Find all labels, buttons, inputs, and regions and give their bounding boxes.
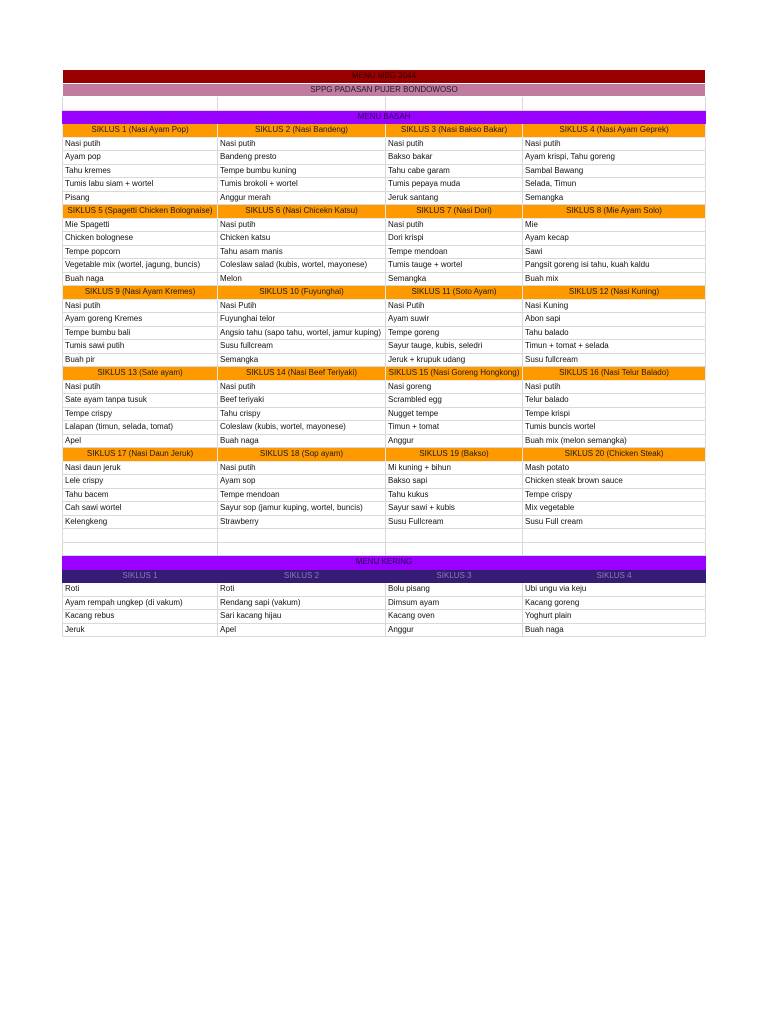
cycle-header: SIKLUS 3 (Nasi Bakso Bakar) xyxy=(386,124,523,138)
table-row xyxy=(63,272,706,286)
table-row xyxy=(63,191,706,205)
menu-item-cell: Strawberry xyxy=(218,515,386,529)
menu-item-cell: Sayur sop (jamur kuping, wortel, buncis) xyxy=(218,502,386,516)
table-row xyxy=(63,313,706,327)
cycle-header: SIKLUS 18 (Sop ayam) xyxy=(218,448,386,462)
empty-cell xyxy=(63,97,218,111)
menu-item-cell: Nasi daun jeruk xyxy=(63,461,218,475)
menu-item-cell: Buah naga xyxy=(523,623,706,637)
menu-item-cell: Pangsit goreng isi tahu, kuah kaldu xyxy=(523,259,706,273)
dry-cycle-header-row xyxy=(63,569,706,583)
menu-item-cell: Lele crispy xyxy=(63,475,218,489)
menu-item-cell: Nasi putih xyxy=(218,218,386,232)
table-row xyxy=(63,326,706,340)
menu-item-cell: Susu fullcream xyxy=(523,353,706,367)
table-row xyxy=(63,380,706,394)
menu-item-cell: Anggur xyxy=(386,623,523,637)
menu-item-cell: Ayam rempah ungkep (di vakum) xyxy=(63,596,218,610)
menu-item-cell: Apel xyxy=(218,623,386,637)
menu-item-cell: Tumis sawi putih xyxy=(63,340,218,354)
section-title-menu-kering: MENU KERING xyxy=(63,556,706,570)
menu-item-cell: Tahu kukus xyxy=(386,488,523,502)
menu-item-cell: Selada, Timun xyxy=(523,178,706,192)
menu-item-cell: Nasi Putih xyxy=(218,299,386,313)
menu-item-cell: Susu fullcream xyxy=(218,340,386,354)
menu-item-cell: Jeruk xyxy=(63,623,218,637)
cycle-header: SIKLUS 7 (Nasi Dori) xyxy=(386,205,523,219)
menu-item-cell: Sayur tauge, kubis, seledri xyxy=(386,340,523,354)
menu-item-cell: Ayam suwir xyxy=(386,313,523,327)
table-row xyxy=(63,178,706,192)
menu-item-cell: Timun + tomat xyxy=(386,421,523,435)
sheet-subtitle: SPPG PADASAN PUJER BONDOWOSO xyxy=(63,83,706,97)
empty-cell xyxy=(63,542,218,556)
cycle-header: SIKLUS 11 (Soto Ayam) xyxy=(386,286,523,300)
cycle-header: SIKLUS 17 (Nasi Daun Jeruk) xyxy=(63,448,218,462)
cycle-header-row xyxy=(63,448,706,462)
menu-item-cell: Chicken bolognese xyxy=(63,232,218,246)
table-row xyxy=(63,299,706,313)
menu-item-cell: Buah naga xyxy=(218,434,386,448)
menu-item-cell: Ayam goreng Kremes xyxy=(63,313,218,327)
menu-item-cell: Mix vegetable xyxy=(523,502,706,516)
menu-item-cell: Kacang oven xyxy=(386,610,523,624)
menu-item-cell: Kacang goreng xyxy=(523,596,706,610)
menu-item-cell: Nasi Kuning xyxy=(523,299,706,313)
menu-item-cell: Roti xyxy=(218,583,386,597)
menu-item-cell: Dori krispi xyxy=(386,232,523,246)
cycle-header-row xyxy=(63,205,706,219)
menu-item-cell: Tempe krispi xyxy=(523,407,706,421)
menu-item-cell: Mie xyxy=(523,218,706,232)
cycle-header: SIKLUS 16 (Nasi Telur Balado) xyxy=(523,367,706,381)
cycle-header: SIKLUS 1 (Nasi Ayam Pop) xyxy=(63,124,218,138)
menu-item-cell: Bolu pisang xyxy=(386,583,523,597)
menu-item-cell: Nasi putih xyxy=(523,380,706,394)
menu-item-cell: Apel xyxy=(63,434,218,448)
menu-item-cell: Nasi putih xyxy=(386,137,523,151)
menu-item-cell: Ayam krispi, Tahu goreng xyxy=(523,151,706,165)
menu-item-cell: Bandeng presto xyxy=(218,151,386,165)
menu-item-cell: Ayam kecap xyxy=(523,232,706,246)
menu-spreadsheet xyxy=(62,69,706,637)
empty-cell xyxy=(218,542,386,556)
menu-item-cell: Sambal Bawang xyxy=(523,164,706,178)
menu-item-cell: Nugget tempe xyxy=(386,407,523,421)
spreadsheet-body xyxy=(63,70,706,637)
menu-item-cell: Nasi putih xyxy=(218,380,386,394)
section-row-menu-basah xyxy=(63,110,706,124)
cycle-header: SIKLUS 9 (Nasi Ayam Kremes) xyxy=(63,286,218,300)
title-row xyxy=(63,70,706,84)
menu-item-cell: Tumis buncis wortel xyxy=(523,421,706,435)
menu-item-cell: Fuyunghai telor xyxy=(218,313,386,327)
menu-item-cell: Abon sapi xyxy=(523,313,706,327)
cycle-header: SIKLUS 1 xyxy=(63,569,218,583)
cycle-header: SIKLUS 14 (Nasi Beef Teriyaki) xyxy=(218,367,386,381)
table-row xyxy=(63,434,706,448)
cycle-header: SIKLUS 15 (Nasi Goreng Hongkong) xyxy=(386,367,523,381)
menu-item-cell: Nasi goreng xyxy=(386,380,523,394)
menu-item-cell: Angsio tahu (sapo tahu, wortel, jamur kuping) xyxy=(218,326,386,340)
cycle-header: SIKLUS 2 xyxy=(218,569,386,583)
menu-item-cell: Tempe crispy xyxy=(63,407,218,421)
menu-item-cell: Nasi putih xyxy=(386,218,523,232)
section-row-menu-kering xyxy=(63,556,706,570)
menu-item-cell: Susu Full cream xyxy=(523,515,706,529)
empty-cell xyxy=(218,529,386,543)
menu-item-cell: Rendang sapi (vakum) xyxy=(218,596,386,610)
menu-item-cell: Bakso bakar xyxy=(386,151,523,165)
menu-item-cell: Nasi putih xyxy=(63,380,218,394)
table-row xyxy=(63,488,706,502)
menu-item-cell: Nasi putih xyxy=(218,461,386,475)
empty-cell xyxy=(386,529,523,543)
cycle-header: SIKLUS 3 xyxy=(386,569,523,583)
menu-item-cell: Tahu balado xyxy=(523,326,706,340)
table-row xyxy=(63,137,706,151)
menu-item-cell: Susu Fullcream xyxy=(386,515,523,529)
menu-item-cell: Beef teriyaki xyxy=(218,394,386,408)
section-title-menu-basah: MENU BASAH xyxy=(63,110,706,124)
menu-item-cell: Nasi Putih xyxy=(386,299,523,313)
table-row xyxy=(63,407,706,421)
menu-item-cell: Nasi putih xyxy=(63,299,218,313)
menu-item-cell: Roti xyxy=(63,583,218,597)
menu-item-cell: Tumis tauge + wortel xyxy=(386,259,523,273)
table-row xyxy=(63,596,706,610)
menu-item-cell: Nasi putih xyxy=(63,137,218,151)
menu-item-cell: Jeruk + krupuk udang xyxy=(386,353,523,367)
menu-item-cell: Tahu kremes xyxy=(63,164,218,178)
menu-item-cell: Tahu bacem xyxy=(63,488,218,502)
menu-item-cell: Tahu cabe garam xyxy=(386,164,523,178)
cycle-header: SIKLUS 12 (Nasi Kuning) xyxy=(523,286,706,300)
menu-item-cell: Tumis brokoli + wortel xyxy=(218,178,386,192)
menu-item-cell: Sayur sawi + kubis xyxy=(386,502,523,516)
cycle-header: SIKLUS 10 (Fuyunghai) xyxy=(218,286,386,300)
menu-item-cell: Coleslaw salad (kubis, wortel, mayonese) xyxy=(218,259,386,273)
cycle-header: SIKLUS 8 (Mie Ayam Solo) xyxy=(523,205,706,219)
menu-item-cell: Kacang rebus xyxy=(63,610,218,624)
menu-item-cell: Buah mix (melon semangka) xyxy=(523,434,706,448)
table-row xyxy=(63,394,706,408)
cycle-header: SIKLUS 4 (Nasi Ayam Geprek) xyxy=(523,124,706,138)
menu-item-cell: Tahu asam manis xyxy=(218,245,386,259)
cycle-header: SIKLUS 6 (Nasi Chicekn Katsu) xyxy=(218,205,386,219)
sheet-title: MENU MBG 2044 xyxy=(63,70,706,84)
cycle-header: SIKLUS 13 (Sate ayam) xyxy=(63,367,218,381)
cycle-header: SIKLUS 4 xyxy=(523,569,706,583)
menu-item-cell: Coleslaw (kubis, wortel, mayonese) xyxy=(218,421,386,435)
empty-cell xyxy=(218,97,386,111)
empty-cell xyxy=(63,529,218,543)
menu-item-cell: Timun + tomat + selada xyxy=(523,340,706,354)
menu-item-cell: Cah sawi wortel xyxy=(63,502,218,516)
menu-item-cell: Mash potato xyxy=(523,461,706,475)
menu-item-cell: Yoghurt plain xyxy=(523,610,706,624)
menu-item-cell: Tempe bumbu bali xyxy=(63,326,218,340)
menu-item-cell: Ubi ungu via keju xyxy=(523,583,706,597)
menu-item-cell: Dimsum ayam xyxy=(386,596,523,610)
cycle-header-row xyxy=(63,367,706,381)
menu-item-cell: Ayam pop xyxy=(63,151,218,165)
menu-item-cell: Tahu crispy xyxy=(218,407,386,421)
cycle-header: SIKLUS 5 (Spagetti Chicken Bolognaise) xyxy=(63,205,218,219)
subtitle-row xyxy=(63,83,706,97)
table-row xyxy=(63,245,706,259)
table-row xyxy=(63,232,706,246)
cycle-header-row xyxy=(63,286,706,300)
menu-item-cell: Mi kuning + bihun xyxy=(386,461,523,475)
cycle-header-row xyxy=(63,124,706,138)
menu-item-cell: Melon xyxy=(218,272,386,286)
table-row xyxy=(63,151,706,165)
empty-cell xyxy=(523,97,706,111)
table-row xyxy=(63,502,706,516)
empty-cell xyxy=(386,97,523,111)
menu-item-cell: Mie Spagetti xyxy=(63,218,218,232)
menu-item-cell: Vegetable mix (wortel, jagung, buncis) xyxy=(63,259,218,273)
menu-item-cell: Anggur xyxy=(386,434,523,448)
table-row xyxy=(63,461,706,475)
table-row xyxy=(63,164,706,178)
menu-item-cell: Ayam sop xyxy=(218,475,386,489)
table-row xyxy=(63,515,706,529)
spacer-row xyxy=(63,97,706,111)
menu-item-cell: Kelengkeng xyxy=(63,515,218,529)
cycle-header: SIKLUS 2 (Nasi Bandeng) xyxy=(218,124,386,138)
menu-item-cell: Tempe bumbu kuning xyxy=(218,164,386,178)
empty-cell xyxy=(523,529,706,543)
cycle-header: SIKLUS 20 (Chicken Steak) xyxy=(523,448,706,462)
menu-item-cell: Semangka xyxy=(523,191,706,205)
table-row xyxy=(63,623,706,637)
menu-item-cell: Buah naga xyxy=(63,272,218,286)
menu-item-cell: Sari kacang hijau xyxy=(218,610,386,624)
menu-item-cell: Chicken katsu xyxy=(218,232,386,246)
menu-item-cell: Bakso sapi xyxy=(386,475,523,489)
table-row xyxy=(63,583,706,597)
menu-item-cell: Chicken steak brown sauce xyxy=(523,475,706,489)
empty-cell xyxy=(523,542,706,556)
empty-cell xyxy=(386,542,523,556)
table-row xyxy=(63,610,706,624)
menu-item-cell: Tempe crispy xyxy=(523,488,706,502)
menu-item-cell: Nasi putih xyxy=(523,137,706,151)
menu-item-cell: Nasi putih xyxy=(218,137,386,151)
table-row xyxy=(63,475,706,489)
menu-item-cell: Tempe popcorn xyxy=(63,245,218,259)
menu-item-cell: Semangka xyxy=(386,272,523,286)
spacer-row xyxy=(63,529,706,543)
table-row xyxy=(63,421,706,435)
menu-item-cell: Buah mix xyxy=(523,272,706,286)
menu-item-cell: Pisang xyxy=(63,191,218,205)
table-row xyxy=(63,259,706,273)
menu-item-cell: Jeruk santang xyxy=(386,191,523,205)
menu-item-cell: Telur balado xyxy=(523,394,706,408)
menu-item-cell: Anggur merah xyxy=(218,191,386,205)
menu-item-cell: Semangka xyxy=(218,353,386,367)
table-row xyxy=(63,353,706,367)
table-row xyxy=(63,340,706,354)
menu-item-cell: Tempe goreng xyxy=(386,326,523,340)
menu-item-cell: Tumis labu siam + wortel xyxy=(63,178,218,192)
spacer-row xyxy=(63,542,706,556)
menu-item-cell: Scrambled egg xyxy=(386,394,523,408)
menu-item-cell: Lalapan (timun, selada, tomat) xyxy=(63,421,218,435)
menu-item-cell: Tempe mendoan xyxy=(218,488,386,502)
menu-item-cell: Sate ayam tanpa tusuk xyxy=(63,394,218,408)
table-row xyxy=(63,218,706,232)
cycle-header: SIKLUS 19 (Bakso) xyxy=(386,448,523,462)
menu-item-cell: Tumis pepaya muda xyxy=(386,178,523,192)
menu-item-cell: Buah pir xyxy=(63,353,218,367)
menu-item-cell: Tempe mendoan xyxy=(386,245,523,259)
menu-item-cell: Sawi xyxy=(523,245,706,259)
